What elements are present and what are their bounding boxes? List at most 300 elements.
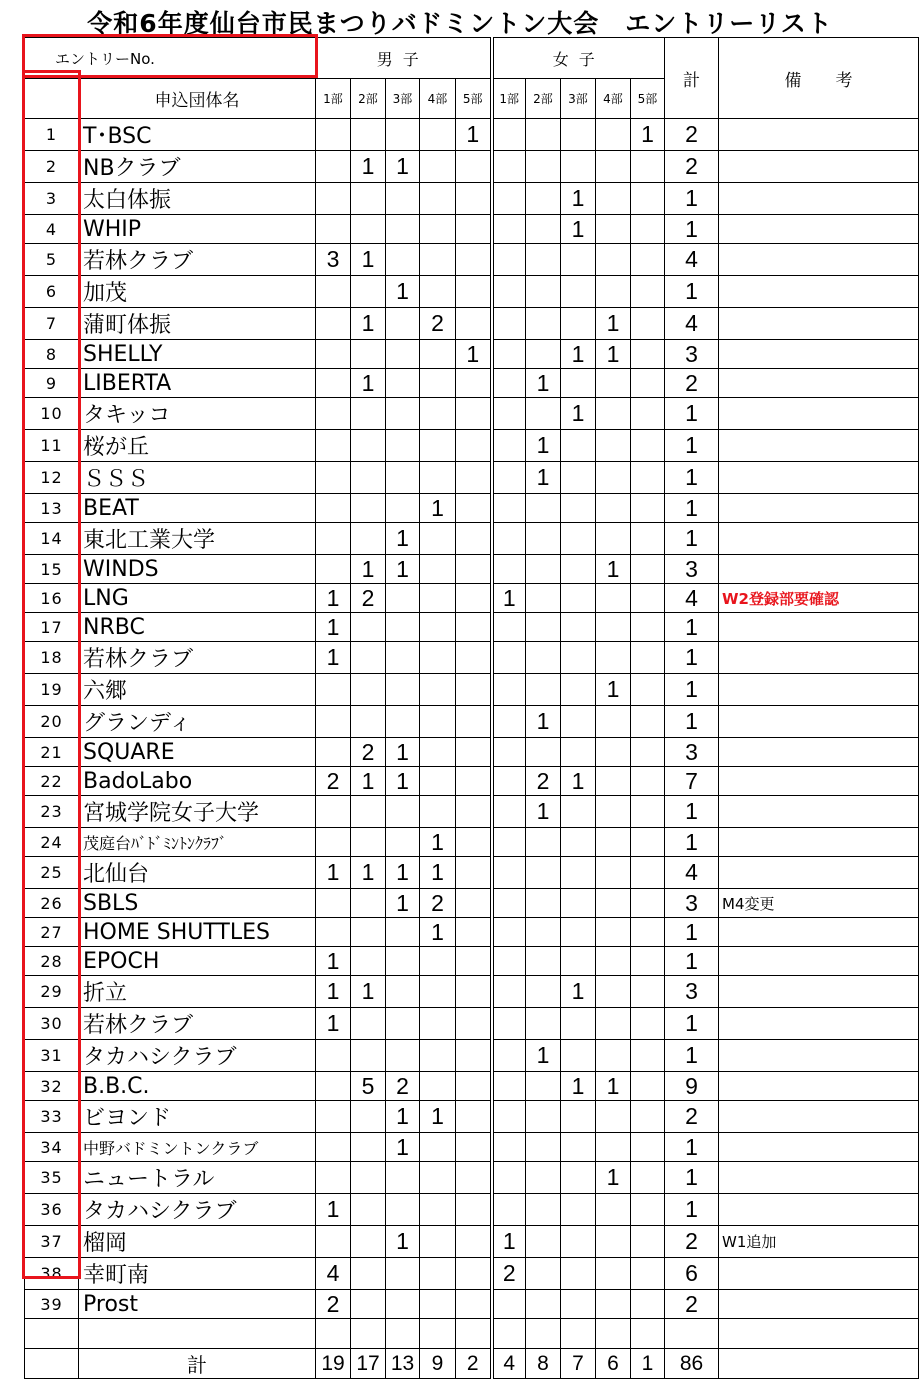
- female-division-4-count: [596, 276, 631, 308]
- female-division-1-count: [492, 308, 526, 340]
- female-division-5-count: [631, 1258, 665, 1290]
- female-division-4-count: 1: [596, 308, 631, 340]
- male-division-2-count: 1: [351, 857, 386, 889]
- entry-table: [24, 37, 919, 1379]
- male-division-2-count: [351, 1290, 386, 1319]
- remarks: [719, 1194, 919, 1226]
- entry-number: 33: [25, 1101, 79, 1133]
- male-division-3-count: [386, 976, 420, 1008]
- male-division-3-count: [386, 828, 420, 857]
- remarks: [719, 151, 919, 183]
- male-division-3-count: 1: [386, 276, 420, 308]
- female-division-1-count: [492, 151, 526, 183]
- female-division-5-total: 1: [631, 1349, 665, 1379]
- female-division-4-count: [596, 1101, 631, 1133]
- female-division-3-count: [561, 918, 596, 947]
- female-division-5-count: [631, 1008, 665, 1040]
- male-division-5-count: [456, 1040, 492, 1072]
- male-division-4-count: [420, 1226, 456, 1258]
- team-name: 加茂: [79, 276, 316, 308]
- female-division-1-count: [492, 369, 526, 398]
- team-name: SQUARE: [79, 738, 316, 767]
- male-division-4-count: [420, 767, 456, 796]
- remarks: [719, 215, 919, 244]
- female-division-4-total: 6: [596, 1349, 631, 1379]
- male-division-3-count: [386, 119, 420, 151]
- female-division-3-count: [561, 1194, 596, 1226]
- female-division-2-count: [526, 555, 561, 584]
- female-division-4-count: [596, 369, 631, 398]
- male-division-3-count: [386, 613, 420, 642]
- row-total: 1: [665, 183, 719, 215]
- male-division-1-count: 1: [316, 584, 351, 613]
- entry-number: 21: [25, 738, 79, 767]
- female-division-5-count: [631, 1133, 665, 1162]
- row-total: 4: [665, 308, 719, 340]
- female-division-2-count: [526, 613, 561, 642]
- male-division-3-count: [386, 1194, 420, 1226]
- female-division-3-count: [561, 276, 596, 308]
- team-name: BEAT: [79, 494, 316, 523]
- male-division-4-count: [420, 947, 456, 976]
- male-division-2-count: [351, 215, 386, 244]
- male-division-2-count: [351, 1101, 386, 1133]
- female-division-5-count: [631, 462, 665, 494]
- male-division-1-count: 1: [316, 857, 351, 889]
- table-row: [25, 276, 919, 308]
- female-division-3-count: [561, 828, 596, 857]
- female-division-3-count: [561, 369, 596, 398]
- team-name: WHIP: [79, 215, 316, 244]
- male-division-1-count: 1: [316, 1008, 351, 1040]
- female-division-2-count: [526, 1008, 561, 1040]
- male-division-3-count: [386, 584, 420, 613]
- row-total: 6: [665, 1258, 719, 1290]
- row-total: 1: [665, 947, 719, 976]
- male-division-3-count: 1: [386, 555, 420, 584]
- male-division-5-count: [456, 523, 492, 555]
- female-division-2-count: [526, 1072, 561, 1101]
- row-total: 2: [665, 1290, 719, 1319]
- female-division-1-count: [492, 1008, 526, 1040]
- remarks: [719, 1008, 919, 1040]
- female-division-5-count: [631, 613, 665, 642]
- remarks: [719, 398, 919, 430]
- remarks: [719, 308, 919, 340]
- entry-number: 32: [25, 1072, 79, 1101]
- male-division-4-count: 1: [420, 857, 456, 889]
- female-division-5-count: [631, 244, 665, 276]
- male-division-3-count: [386, 183, 420, 215]
- female-division-3-count: [561, 796, 596, 828]
- male-division-1-count: [316, 151, 351, 183]
- male-division-3-total: 13: [386, 1349, 420, 1379]
- row-total: 1: [665, 1008, 719, 1040]
- male-division-1-count: [316, 183, 351, 215]
- team-name-header: 申込団体名: [79, 79, 316, 119]
- female-division-4-count: [596, 1194, 631, 1226]
- female-division-2-count: [526, 889, 561, 918]
- male-division-4-count: [420, 706, 456, 738]
- female-division-2-count: [526, 119, 561, 151]
- male-division-4-count: [420, 398, 456, 430]
- male-division-1-count: 2: [316, 767, 351, 796]
- row-total: 1: [665, 398, 719, 430]
- table-row: [25, 1258, 919, 1290]
- male-division-4-count: [420, 976, 456, 1008]
- team-name: 中野バドミントンクラブ: [79, 1133, 316, 1162]
- male-division-5-count: [456, 613, 492, 642]
- male-division-5-count: 1: [456, 119, 492, 151]
- male-division-3-count: [386, 918, 420, 947]
- female-division-2-count: [526, 494, 561, 523]
- team-name: T･BSC: [79, 119, 316, 151]
- entry-number: 16: [25, 584, 79, 613]
- totals-remarks-cell: [719, 1349, 919, 1379]
- female-division-1-count: [492, 947, 526, 976]
- female-division-3-count: [561, 244, 596, 276]
- table-row: [25, 244, 919, 276]
- male-division-2-count: [351, 1008, 386, 1040]
- team-name: タカハシクラブ: [79, 1194, 316, 1226]
- male-division-1-count: [316, 119, 351, 151]
- female-division-4-count: [596, 523, 631, 555]
- male-division-2-count: [351, 828, 386, 857]
- male-division-1-count: 3: [316, 244, 351, 276]
- male-division-1-count: [316, 1101, 351, 1133]
- male-division-3-count: [386, 340, 420, 369]
- female-division-3-count: 1: [561, 183, 596, 215]
- female-division-2-count: [526, 642, 561, 674]
- male-division-5-count: [456, 1133, 492, 1162]
- team-name: SBLS: [79, 889, 316, 918]
- female-division-4-count: [596, 430, 631, 462]
- male-division-5-count: [456, 244, 492, 276]
- male-division-5-count: [456, 1194, 492, 1226]
- male-division-5-count: [456, 398, 492, 430]
- row-total: 1: [665, 613, 719, 642]
- male-division-2-count: [351, 706, 386, 738]
- entry-number: 1: [25, 119, 79, 151]
- male-division-3-count: [386, 1258, 420, 1290]
- entry-number: 38: [25, 1258, 79, 1290]
- female-division-5-count: [631, 1101, 665, 1133]
- female-division-4-header: 4部: [596, 79, 631, 119]
- female-division-4-count: [596, 918, 631, 947]
- table-row: [25, 462, 919, 494]
- female-division-4-count: [596, 1133, 631, 1162]
- entry-number: 4: [25, 215, 79, 244]
- male-division-2-count: [351, 1040, 386, 1072]
- male-division-4-header: 4部: [420, 79, 456, 119]
- entry-number: 18: [25, 642, 79, 674]
- entry-number: 2: [25, 151, 79, 183]
- male-division-1-count: [316, 918, 351, 947]
- grand-total: 86: [665, 1349, 719, 1379]
- male-division-4-count: [420, 674, 456, 706]
- team-name: 太白体振: [79, 183, 316, 215]
- male-division-2-count: 1: [351, 308, 386, 340]
- female-division-5-count: [631, 857, 665, 889]
- entry-number: 11: [25, 430, 79, 462]
- male-division-4-count: [420, 1258, 456, 1290]
- male-division-2-count: 1: [351, 555, 386, 584]
- row-total: 9: [665, 1072, 719, 1101]
- male-division-5-header: 5部: [456, 79, 492, 119]
- male-division-5-count: [456, 889, 492, 918]
- female-division-2-count: 1: [526, 462, 561, 494]
- team-name: 宮城学院女子大学: [79, 796, 316, 828]
- table-row: [25, 1133, 919, 1162]
- female-division-3-count: [561, 523, 596, 555]
- male-division-3-count: [386, 706, 420, 738]
- table-row: [25, 976, 919, 1008]
- female-division-3-count: [561, 947, 596, 976]
- female-division-3-count: [561, 1258, 596, 1290]
- female-division-2-count: [526, 1101, 561, 1133]
- entry-no-header: エントリーNo.: [25, 38, 316, 79]
- table-row: [25, 215, 919, 244]
- male-division-4-count: 1: [420, 1101, 456, 1133]
- team-name: BadoLabo: [79, 767, 316, 796]
- male-division-4-count: [420, 183, 456, 215]
- male-division-2-count: 1: [351, 244, 386, 276]
- row-total: 1: [665, 276, 719, 308]
- male-division-1-header: 1部: [316, 79, 351, 119]
- male-division-3-count: 2: [386, 1072, 420, 1101]
- blank-cell: [631, 1319, 665, 1349]
- female-division-5-count: [631, 1226, 665, 1258]
- female-division-3-count: 1: [561, 767, 596, 796]
- female-division-4-count: [596, 642, 631, 674]
- female-division-1-count: 1: [492, 1226, 526, 1258]
- female-division-1-count: [492, 340, 526, 369]
- table-row: [25, 555, 919, 584]
- table-row: [25, 918, 919, 947]
- male-division-5-count: [456, 494, 492, 523]
- female-division-4-count: [596, 1008, 631, 1040]
- male-division-1-count: [316, 1162, 351, 1194]
- female-division-5-count: [631, 555, 665, 584]
- female-division-5-count: [631, 947, 665, 976]
- row-total: 1: [665, 828, 719, 857]
- male-division-2-count: [351, 613, 386, 642]
- row-total: 3: [665, 976, 719, 1008]
- table-row: [25, 584, 919, 613]
- female-division-4-count: [596, 215, 631, 244]
- table-row: [25, 767, 919, 796]
- table-row: [25, 1162, 919, 1194]
- female-division-2-count: 1: [526, 796, 561, 828]
- entry-number: 7: [25, 308, 79, 340]
- blank-cell: [719, 1319, 919, 1349]
- male-division-2-count: [351, 918, 386, 947]
- male-division-3-count: [386, 674, 420, 706]
- remarks: [719, 796, 919, 828]
- table-row: [25, 119, 919, 151]
- row-total: 1: [665, 215, 719, 244]
- female-division-3-count: [561, 889, 596, 918]
- female-division-5-count: [631, 523, 665, 555]
- female-division-4-count: [596, 462, 631, 494]
- female-division-4-count: [596, 1290, 631, 1319]
- row-total: 1: [665, 1194, 719, 1226]
- row-total: 1: [665, 1133, 719, 1162]
- male-division-2-count: 5: [351, 1072, 386, 1101]
- male-division-2-count: [351, 340, 386, 369]
- male-division-1-count: 4: [316, 1258, 351, 1290]
- male-division-3-count: [386, 398, 420, 430]
- table-row: [25, 1008, 919, 1040]
- remarks: [719, 1101, 919, 1133]
- total-header: 計: [665, 38, 719, 119]
- male-division-2-count: [351, 430, 386, 462]
- female-division-2-count: [526, 1226, 561, 1258]
- male-division-3-count: [386, 244, 420, 276]
- table-row: [25, 151, 919, 183]
- female-division-2-count: [526, 276, 561, 308]
- remarks: [719, 523, 919, 555]
- female-division-4-count: [596, 796, 631, 828]
- male-division-2-count: [351, 1226, 386, 1258]
- entry-no-column-highlight: [22, 70, 81, 1279]
- male-division-1-count: 1: [316, 642, 351, 674]
- male-division-4-count: [420, 555, 456, 584]
- female-division-5-count: [631, 1162, 665, 1194]
- entry-number: 6: [25, 276, 79, 308]
- remarks: [719, 494, 919, 523]
- male-division-1-count: 1: [316, 976, 351, 1008]
- male-division-1-count: 1: [316, 947, 351, 976]
- male-division-5-count: [456, 151, 492, 183]
- female-division-5-count: [631, 584, 665, 613]
- female-division-2-count: [526, 918, 561, 947]
- table-row: [25, 706, 919, 738]
- female-division-4-count: 1: [596, 674, 631, 706]
- female-division-1-count: [492, 828, 526, 857]
- male-division-5-count: [456, 555, 492, 584]
- male-division-2-count: [351, 494, 386, 523]
- male-division-2-count: [351, 1162, 386, 1194]
- male-division-1-count: [316, 889, 351, 918]
- male-division-3-count: 1: [386, 738, 420, 767]
- male-division-4-count: [420, 1194, 456, 1226]
- male-division-4-count: [420, 796, 456, 828]
- male-division-5-count: [456, 1162, 492, 1194]
- female-division-1-count: [492, 976, 526, 1008]
- male-division-1-count: 2: [316, 1290, 351, 1319]
- remarks: [719, 244, 919, 276]
- female-division-2-count: [526, 857, 561, 889]
- male-division-5-count: [456, 430, 492, 462]
- male-division-5-count: [456, 796, 492, 828]
- male-division-3-count: [386, 1008, 420, 1040]
- blank-cell: [596, 1319, 631, 1349]
- female-division-4-count: [596, 494, 631, 523]
- female-division-3-count: [561, 1008, 596, 1040]
- male-division-4-count: [420, 244, 456, 276]
- remarks: [719, 613, 919, 642]
- male-division-4-count: [420, 462, 456, 494]
- male-division-3-count: 1: [386, 151, 420, 183]
- female-division-5-count: [631, 706, 665, 738]
- remarks: [719, 976, 919, 1008]
- male-division-4-count: [420, 642, 456, 674]
- female-division-5-count: [631, 918, 665, 947]
- female-division-3-count: [561, 738, 596, 767]
- male-division-4-count: 2: [420, 889, 456, 918]
- male-division-4-count: [420, 738, 456, 767]
- male-division-3-count: [386, 1290, 420, 1319]
- male-division-5-count: [456, 642, 492, 674]
- table-row: [25, 738, 919, 767]
- male-division-5-count: [456, 183, 492, 215]
- female-division-4-count: [596, 706, 631, 738]
- male-division-3-count: [386, 430, 420, 462]
- table-row: [25, 889, 919, 918]
- female-division-4-count: 1: [596, 340, 631, 369]
- male-division-5-count: [456, 976, 492, 1008]
- female-division-2-header: 2部: [526, 79, 561, 119]
- female-division-2-count: [526, 308, 561, 340]
- female-division-1-count: [492, 918, 526, 947]
- male-division-4-count: [420, 613, 456, 642]
- team-name: 幸町南: [79, 1258, 316, 1290]
- female-division-1-count: [492, 1072, 526, 1101]
- male-division-1-count: [316, 1072, 351, 1101]
- male-division-3-count: [386, 642, 420, 674]
- male-division-5-count: [456, 1072, 492, 1101]
- female-division-1-count: [492, 1133, 526, 1162]
- male-division-2-count: 1: [351, 767, 386, 796]
- female-division-1-count: [492, 1040, 526, 1072]
- entry-number: 34: [25, 1133, 79, 1162]
- team-name: NRBC: [79, 613, 316, 642]
- female-division-2-count: [526, 340, 561, 369]
- team-name: 東北工業大学: [79, 523, 316, 555]
- female-division-5-count: [631, 430, 665, 462]
- male-division-1-count: [316, 369, 351, 398]
- male-division-1-count: [316, 215, 351, 244]
- remarks: [719, 642, 919, 674]
- female-division-5-count: [631, 151, 665, 183]
- male-division-1-count: [316, 738, 351, 767]
- male-division-3-count: 1: [386, 767, 420, 796]
- table-row: [25, 1040, 919, 1072]
- page-title: 令和6年度仙台市民まつりバドミントン大会 エントリーリスト: [87, 9, 833, 38]
- male-division-5-total: 2: [456, 1349, 492, 1379]
- remarks: [719, 1040, 919, 1072]
- male-division-3-count: [386, 1162, 420, 1194]
- entry-number: 35: [25, 1162, 79, 1194]
- female-division-1-count: [492, 857, 526, 889]
- female-division-3-count: [561, 642, 596, 674]
- male-division-4-count: [420, 276, 456, 308]
- totals-row: [25, 1349, 919, 1379]
- male-division-1-count: [316, 1040, 351, 1072]
- blank-cell: [526, 1319, 561, 1349]
- male-division-1-count: [316, 430, 351, 462]
- row-total: 1: [665, 706, 719, 738]
- team-name: 蒲町体振: [79, 308, 316, 340]
- male-division-4-count: [420, 1162, 456, 1194]
- entry-number: 13: [25, 494, 79, 523]
- female-division-2-count: [526, 947, 561, 976]
- male-division-2-header: 2部: [351, 79, 386, 119]
- table-row: [25, 1101, 919, 1133]
- entry-number: 8: [25, 340, 79, 369]
- team-name: B.B.C.: [79, 1072, 316, 1101]
